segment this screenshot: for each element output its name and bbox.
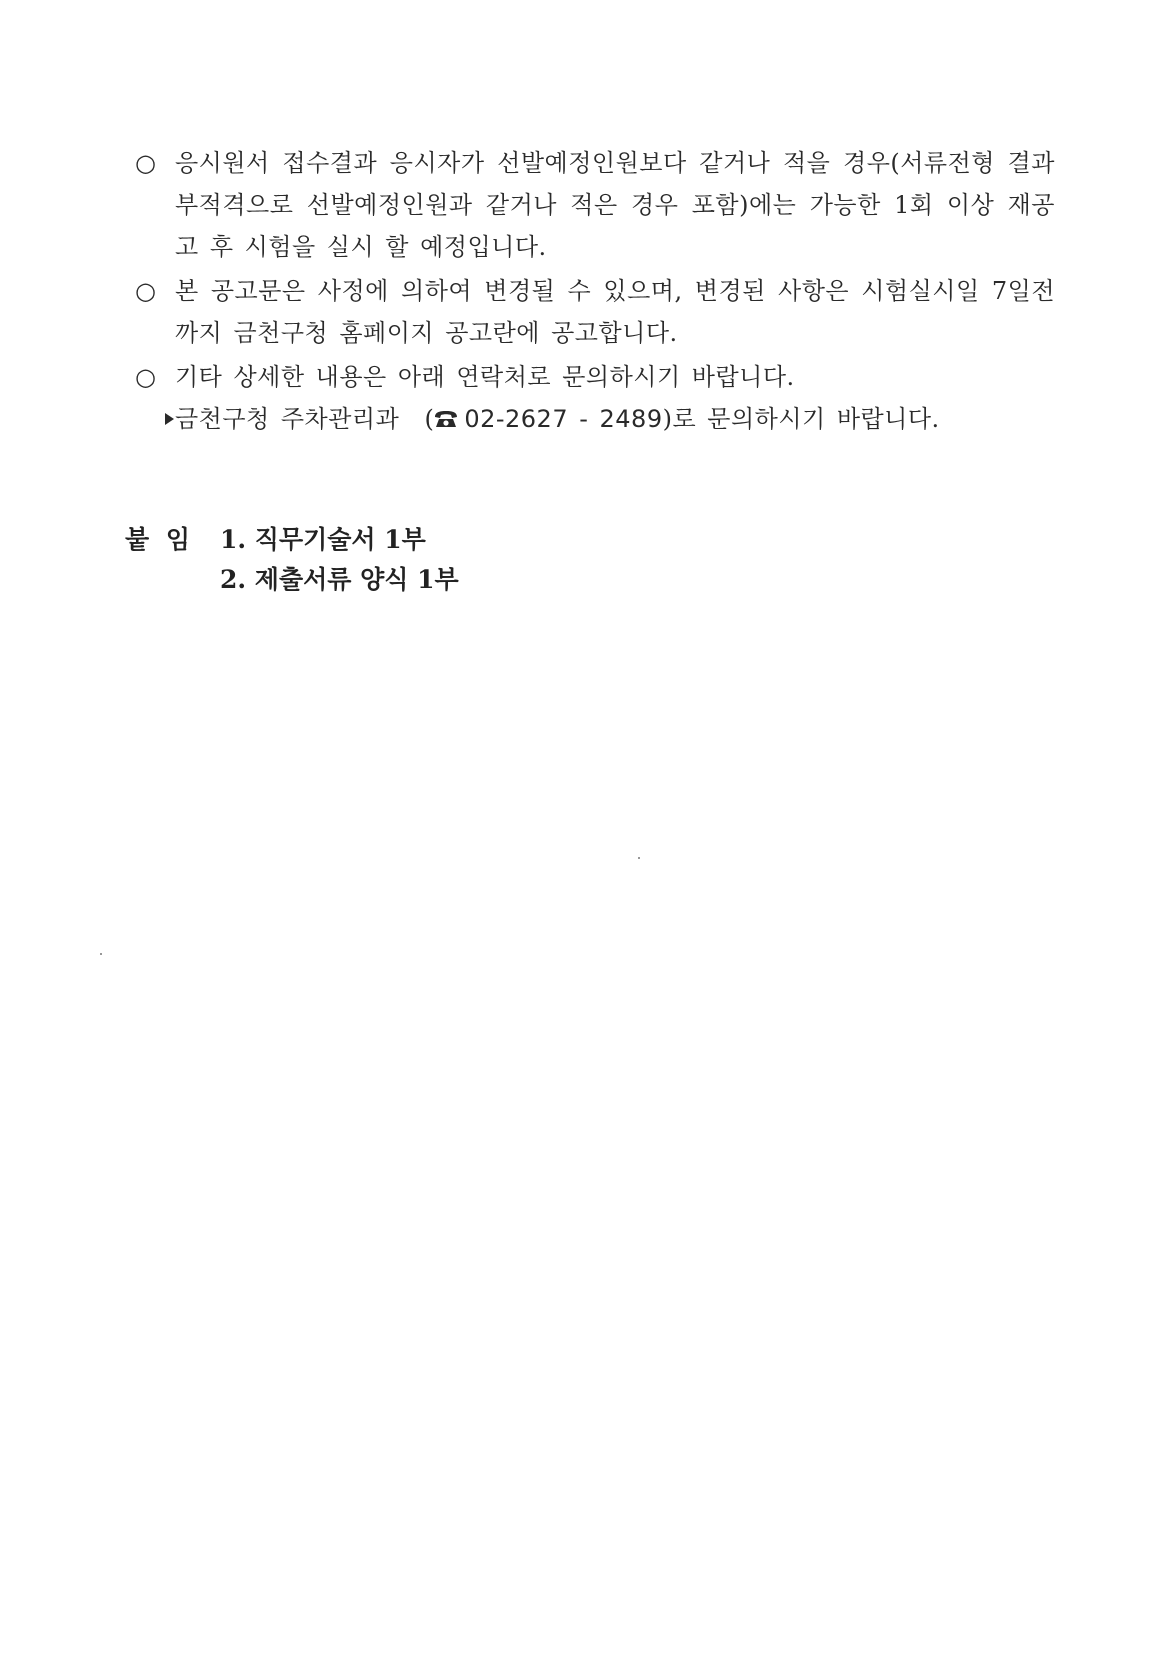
scan-speck <box>638 857 640 859</box>
note-text: 기타 상세한 내용은 아래 연락처로 문의하시기 바랍니다. <box>175 363 795 391</box>
circle-bullet-icon: ○ <box>135 149 157 177</box>
circle-bullet-icon: ○ <box>135 363 157 391</box>
contact-line <box>141 398 1055 440</box>
note-item-change-notice <box>135 270 1055 354</box>
contact-suffix: )로 문의하시기 바랍니다. <box>662 405 940 433</box>
scan-speck <box>100 953 102 955</box>
note-item-reannouncement <box>135 142 1055 268</box>
note-text: 응시원서 접수결과 응시자가 선발예정인원보다 같거나 적을 경우(서류전형 결과 부적격으로 선발예정인원과 같거나 적은 경우 포함)에는 가능한 1회 이상 재공고 후 시험을 실시 할 예정입니다. <box>175 149 1055 261</box>
telephone-icon <box>434 410 458 428</box>
note-text: 본 공고문은 사정에 의하여 변경될 수 있으며, 변경된 사항은 시험실시일 7일전까지 금천구청 홈페이지 공고란에 공고합니다. <box>175 277 1055 347</box>
notice-body <box>135 142 1055 440</box>
open-paren: ( <box>424 405 435 433</box>
contact-department: 금천구청 주차관리과 <box>175 405 400 433</box>
attachment-item-submission-forms: 2. 제출서류 양식 1부 <box>220 565 459 594</box>
attachments-label: 붙 임 <box>125 525 195 554</box>
triangle-bullet-icon <box>165 413 174 425</box>
attachment-item-job-description: 1. 직무기술서 1부 <box>220 525 426 554</box>
circle-bullet-icon: ○ <box>135 277 157 305</box>
contact-phone-number: 02-2627 - 2489 <box>464 405 663 433</box>
attachments-list <box>220 520 459 600</box>
note-item-inquiry <box>135 356 1055 398</box>
